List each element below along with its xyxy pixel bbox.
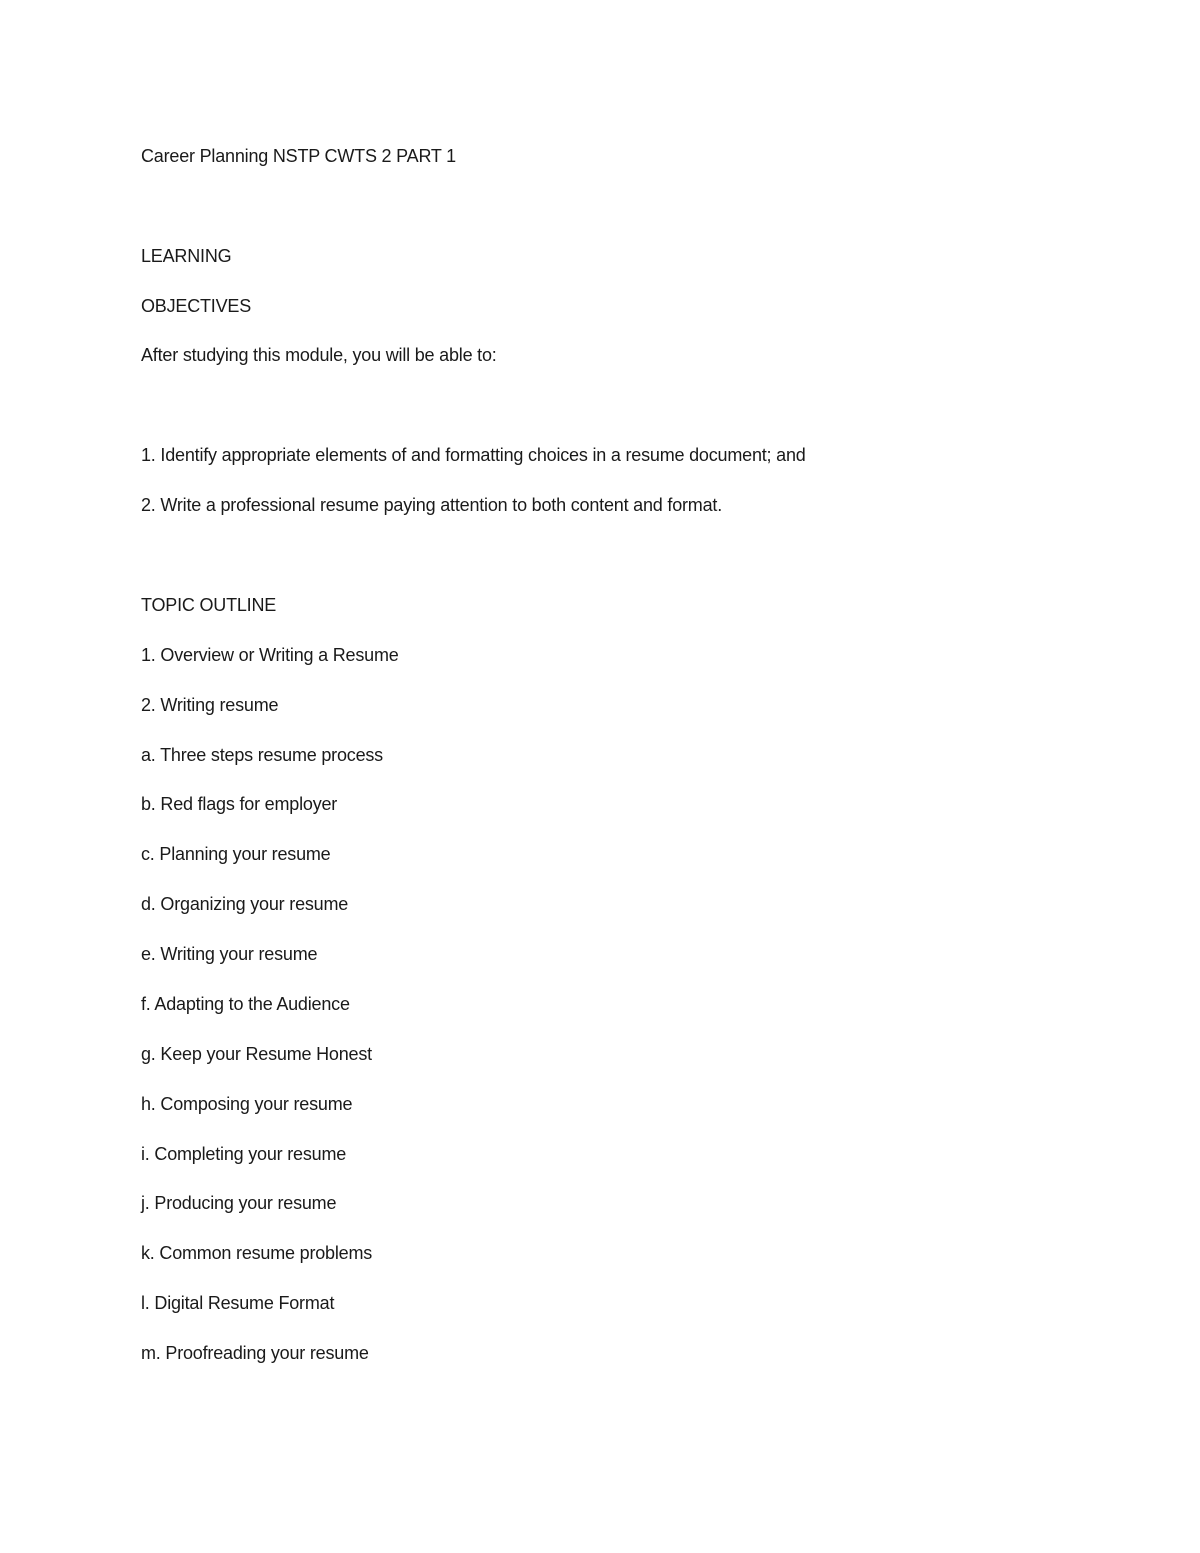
topic-item: l. Digital Resume Format [141,1293,335,1313]
topic-item: a. Three steps resume process [141,745,383,765]
topic-item: j. Producing your resume [141,1193,337,1213]
topic-item: c. Planning your resume [141,844,331,864]
objectives-heading: OBJECTIVES [141,296,252,316]
topic-item: d. Organizing your resume [141,894,349,914]
topic-item: k. Common resume problems [141,1243,373,1263]
document-title: Career Planning NSTP CWTS 2 PART 1 [141,146,456,166]
objectives-intro: After studying this module, you will be able to: [141,345,497,365]
topic-item: h. Composing your resume [141,1094,353,1114]
learning-heading: LEARNING [141,246,232,266]
topic-item: e. Writing your resume [141,944,318,964]
topic-item: f. Adapting to the Audience [141,994,350,1014]
objective-item: 2. Write a professional resume paying attention to both content and format. [141,495,723,515]
topic-outline-heading: TOPIC OUTLINE [141,595,277,615]
topic-item: b. Red flags for employer [141,794,338,814]
topic-item: 1. Overview or Writing a Resume [141,645,399,665]
topic-item: m. Proofreading your resume [141,1343,369,1363]
topic-item: g. Keep your Resume Honest [141,1044,372,1064]
objective-item: 1. Identify appropriate elements of and formatting choices in a resume document; and [141,445,806,465]
topic-item: 2. Writing resume [141,695,279,715]
topic-item: i. Completing your resume [141,1144,347,1164]
